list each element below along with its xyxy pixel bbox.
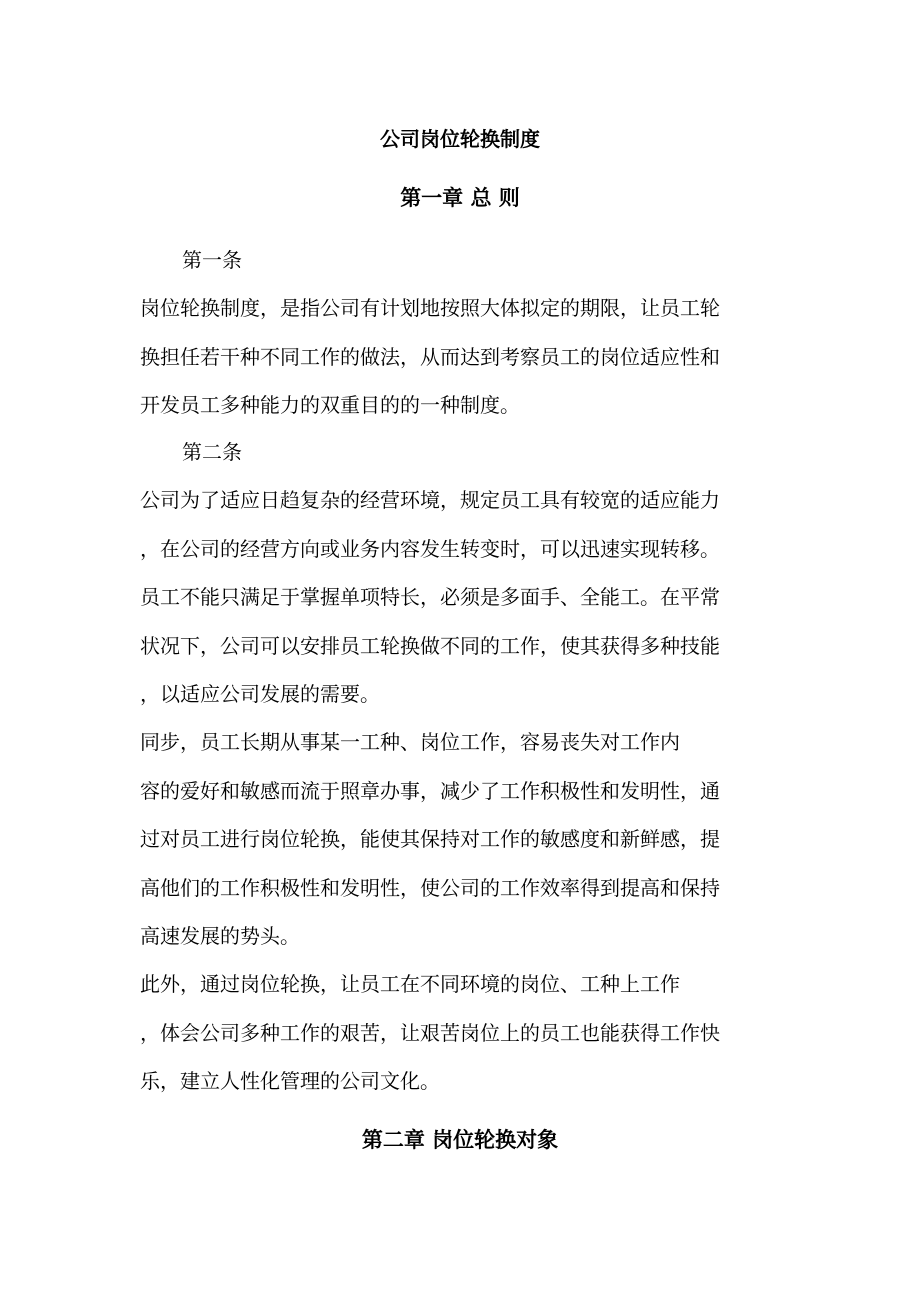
chapter-2-heading: 第二章 岗位轮换对象 — [361, 1128, 559, 1152]
paragraph-line: ，以适应公司发展的需要。 — [140, 682, 380, 706]
paragraph-line: 高他们的工作积极性和发明性，使公司的工作效率得到提高和保持 — [140, 875, 720, 900]
paragraph-line: 开发员工多种能力的双重目的的一种制度。 — [140, 393, 520, 417]
article-2-paragraph — [140, 476, 780, 719]
paragraph-line: 员工不能只满足于掌握单项特长，必须是多面手、全能工。在平常 — [140, 585, 720, 609]
paragraph-line: 容的爱好和敏感而流于照章办事，减少了工作积极性和发明性，通 — [140, 778, 720, 803]
article-1-label: 第一条 — [182, 248, 242, 272]
paragraph-line: 状况下，公司可以安排员工轮换做不同的工作，使其获得多种技能 — [140, 633, 720, 658]
paragraph-line: 此外，通过岗位轮换，让员工在不同环境的岗位、工种上工作 — [140, 972, 680, 996]
paragraph-line: 乐，建立人性化管理的公司文化。 — [140, 1069, 440, 1093]
paragraph-line: 高速发展的势头。 — [140, 924, 300, 948]
paragraph-line: 换担任若干种不同工作的做法，从而达到考察员工的岗位适应性和 — [140, 344, 720, 369]
paragraph-line: 同步，员工长期从事某一工种、岗位工作，容易丧失对工作内 — [140, 730, 680, 754]
paragraph-line: 岗位轮换制度，是指公司有计划地按照大体拟定的期限，让员工轮 — [140, 296, 720, 320]
article-1-paragraph — [140, 284, 780, 430]
paragraph-line: ，体会公司多种工作的艰苦，让艰苦岗位上的员工也能获得工作快 — [140, 1020, 720, 1045]
article-2-label: 第二条 — [182, 440, 242, 464]
paragraph-line: 过对员工进行岗位轮换，能使其保持对工作的敏感度和新鲜感，提 — [140, 827, 720, 851]
paragraph-line: ，在公司的经营方向或业务内容发生转变时，可以迅速实现转移。 — [140, 536, 720, 561]
chapter-1-heading: 第一章 总 则 — [400, 186, 520, 210]
paragraph-line: 公司为了适应日趋复杂的经营环境，规定员工具有较宽的适应能力 — [140, 488, 720, 512]
paragraph-4 — [140, 960, 780, 1106]
document-title: 公司岗位轮换制度 — [380, 127, 540, 151]
paragraph-3 — [140, 718, 780, 961]
